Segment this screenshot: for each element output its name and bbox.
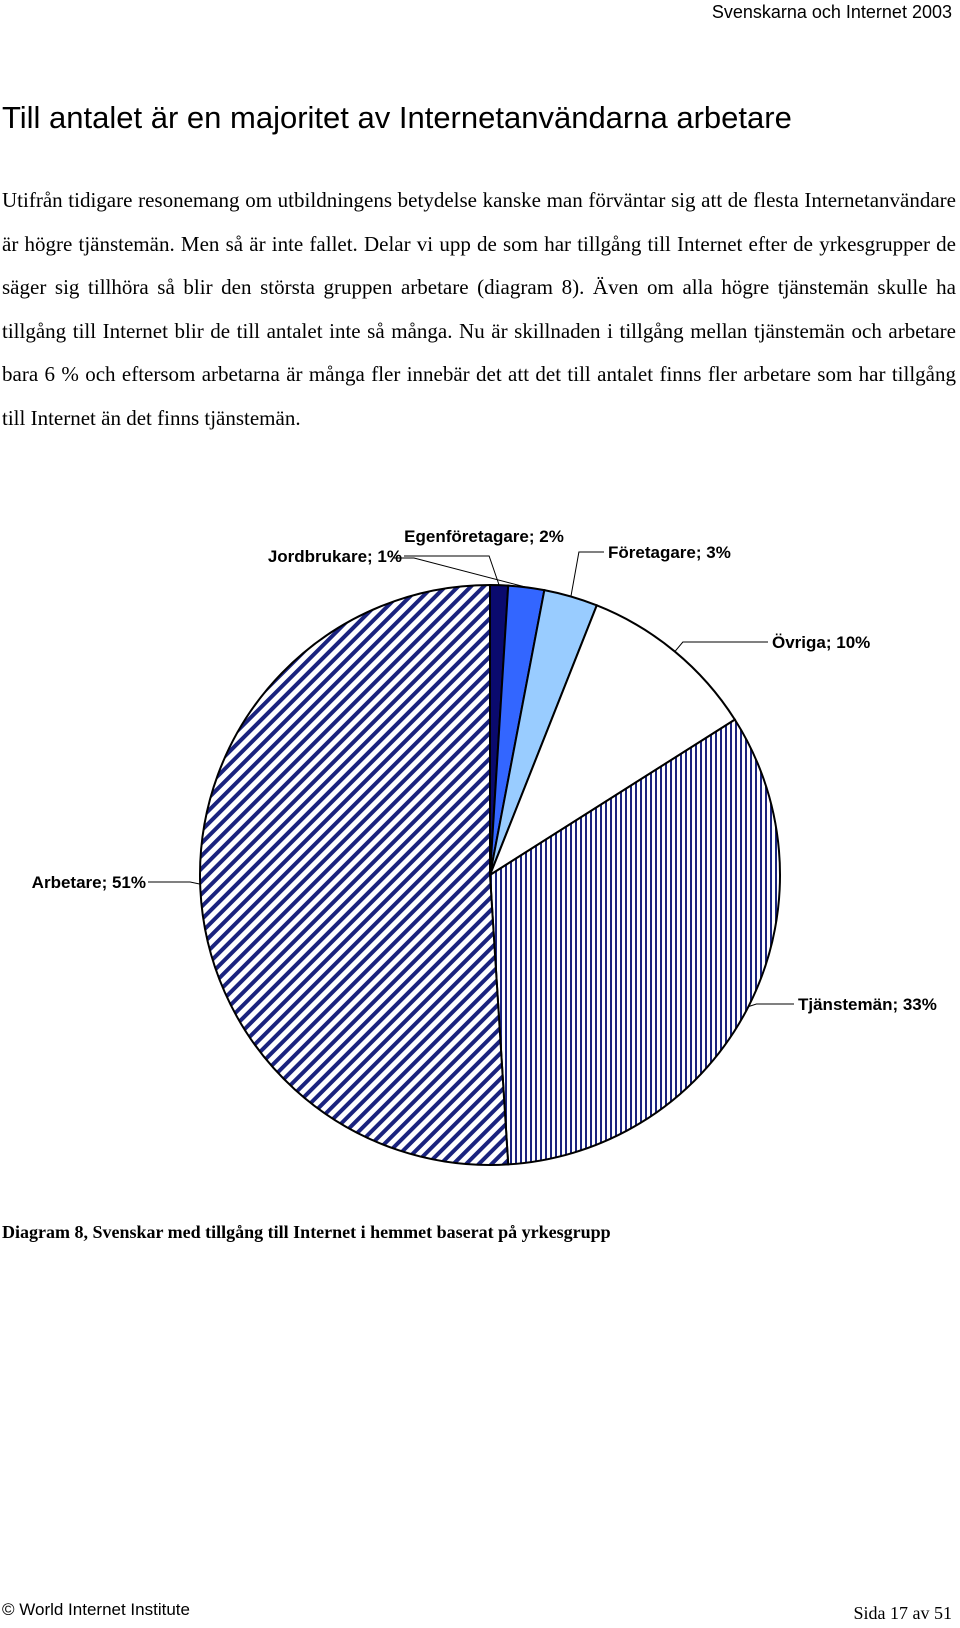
footer-copyright: © World Internet Institute xyxy=(2,1600,190,1619)
pie-slices xyxy=(200,585,780,1165)
pie-slice-arbetare xyxy=(200,585,508,1165)
leader-line-ovriga xyxy=(675,642,768,652)
page-header: Svenskarna och Internet 2003 xyxy=(711,2,952,22)
chart-caption: Diagram 8, Svenskar med tillgång till Internet i hemmet baserat på yrkesgrupp xyxy=(2,1222,611,1242)
pie-label-jordbrukare: Jordbrukare; 1% xyxy=(267,547,402,566)
section-heading: Till antalet är en majoritet av Internetanvändarna arbetare xyxy=(2,100,792,135)
footer-page-number: Sida 17 av 51 xyxy=(853,1603,952,1623)
pie-label-arbetare: Arbetare; 51% xyxy=(31,873,146,892)
leader-line-arbetare xyxy=(148,882,200,884)
leader-line-tjansteman xyxy=(748,1004,794,1007)
pie-label-foretagare: Företagare; 3% xyxy=(608,543,731,562)
leader-line-jordbrukare xyxy=(404,556,499,585)
pie-label-tjansteman: Tjänstemän; 33% xyxy=(798,995,937,1014)
pie-label-egenforetagare: Egenföretagare; 2% xyxy=(404,527,564,546)
leader-line-egenforetagare xyxy=(394,558,526,587)
pie-label-ovriga: Övriga; 10% xyxy=(772,633,871,652)
pie-chart xyxy=(0,520,960,1200)
body-paragraph: Utifrån tidigare resonemang om utbildningens betydelse kanske man förväntar sig att de flesta Internetanvändare är högre tjänstemän. Men så är inte fallet. Delar vi upp de som har tillgång till Internet efter de yrkesgrupper de säger sig tillhöra så blir den största gruppen arbetare (diagram 8). Även om alla högre tjänstemän skulle ha tillgång till Internet blir de till antalet inte så många. Nu är skillnaden i tillgång mellan tjänstemän och arbetare bara 6 % och eftersom arbetarna är många fler innebär det att det till antalet finns fler arbetare som har tillgång till Internet än det finns tjänstemän. xyxy=(2,188,956,430)
leader-line-foretagare xyxy=(571,552,604,597)
